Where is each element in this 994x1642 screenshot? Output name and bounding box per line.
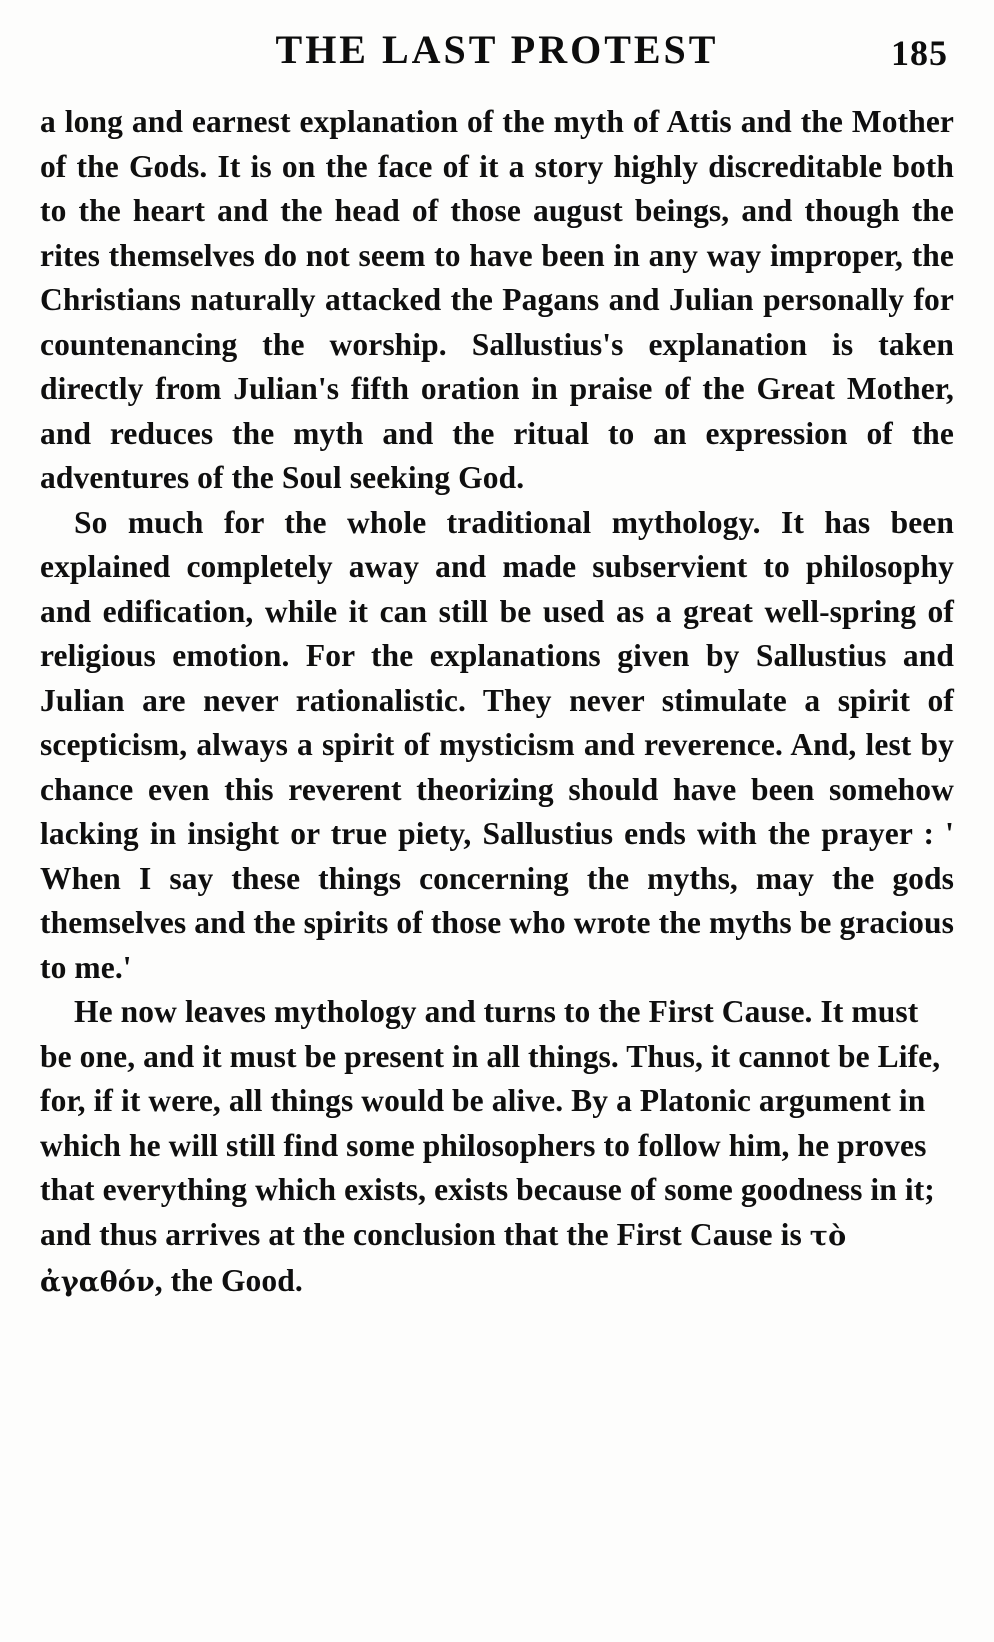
- paragraph: So much for the whole traditional mythology. It has been explained completely away and made subservient to philosophy and edification, while it can still be used as a great well-spring of religious emotion. For the explanations given by Sallustius and Julian are never rationalistic. They never stimulate a spirit of scepticism, always a spirit of mysticism and reverence. And, lest by chance even this reverent theorizing should have been somehow lacking in insight or true piety, Sallustius ends with the prayer : ' When I say these things concerning the myths, may the gods themselves and the spirits of those who wrote the myths be gracious to me.': [40, 504, 954, 985]
- paragraph: a long and earnest explanation of the myth of Attis and the Mother of the Gods. It is on the face of it a story highly discreditable both to the heart and the head of those august beings, and though the rites themselves do not seem to have been in any way improper, the Christians naturally attacked the Pagans and Julian personally for countenancing the worship. Sallustius's explanation is taken directly from Julian's fifth oration in praise of the Great Mother, and reduces the myth and the ritual to an expression of the adventures of the Soul seeking God.: [40, 104, 954, 495]
- page-number: 185: [891, 33, 948, 73]
- greek-phrase: τὸ ἀγαθόν: [40, 1220, 847, 1298]
- page-title: THE LAST PROTEST: [275, 27, 719, 72]
- paragraph: [40, 990, 954, 1306]
- paragraph-text: He now leaves mythology and turns to the First Cause. It must be one, and it must be present in all things. Thus, it cannot be Life, for, if it were, all things would be alive. By a Platonic argument in which he will still find some philosophers to follow him, he proves that everything which exists, exists because of some goodness in it; and thus arrives at the conclusion that the First Cause is: [40, 994, 941, 1252]
- body-text: [34, 100, 960, 1306]
- paragraph-tail: , the Good.: [154, 1263, 303, 1298]
- running-head: [34, 26, 960, 86]
